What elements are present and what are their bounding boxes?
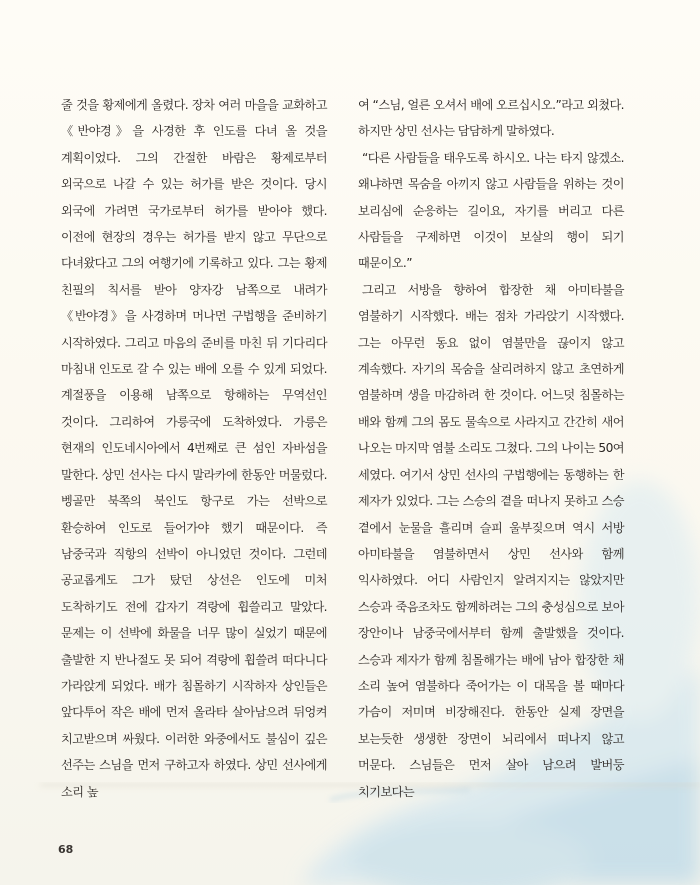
quote-paragraph: “다른 사람들을 태우도록 하시오. 나는 타지 않겠소. 왜냐하면 목숨을 아끼지 않고 사람들을 위하는 것이 보리심에 순응하는 길이요, 자기를 버리고 다른 사람들을 구제하면 이것이 보살의 행이 되기 때문이오.” (358, 150, 624, 271)
body-paragraph: 그리고 서방을 향하여 합장한 채 아미타불을 염불하기 시작했다. 배는 점차 가라앉기 시작했다. 그는 아무런 동요 없이 염불만을 끊이지 않고 계속했다. 자기의 목숨을 살리려하지 않고 초연하게 염불하며 생을 마감하려 한 것이다. 어느덧 침몰하는 배와 함께 그의 몸도 물속으로 사라지고 간간히 새어 나오는 마지막 염불 소리도 그쳤다. 그의 나이는 50여 세였다. 여기서 상민 선사의 구법행에는 동행하는 한 제자가 있었다. 그는 스승의 곁을 떠나지 못하고 스승 곁에서 눈물을 흘리며 슬피 울부짖으며 역시 서방 아미타불을 염불하면서 상민 선사와 함께 익사하였다. 어디 사람인지 알려지지는 않았지만 스승과 죽음조차도 함께하려는 그의 충성심으로 보아 장안이나 남중국에서부터 함께 출발했을 것이다. 스승과 제자가 함께 침몰해가는 배에 남아 합장한 채 소리 높여 염불하다 죽어가는 이 대목을 볼 때마다 가슴이 저미며 비장해진다. 한동안 실제 장면을 보는듯한 생생한 장면이 뇌리에서 떠나지 않고 머문다. 스님들은 먼저 살아 남으려 발버둥 치기보다는 (358, 282, 624, 799)
body-paragraph: 줄 것을 황제에게 올렸다. 장차 여러 마을을 교화하고 《반야경》을 사경한 후 인도를 다녀 올 것을 계획이었다. 그의 간절한 바람은 황제로부터 외국으로 나갈 수 있는 허가를 받은 것이다. 당시 외국에 가려면 국가로부터 허가를 받아야 했다. 이전에 현장의 경우는 허가를 받지 않고 무단으로 다녀왔다고 그의 여행기에 기록하고 있다. 그는 황제 친필의 칙서를 받아 양자강 남쪽으로 내려가 《반야경》을 사경하며 머나먼 구법행을 준비하기 시작하였다. 그리고 마음의 준비를 마친 뒤 기다리다 마침내 인도로 갈 수 있는 배에 오를 수 있게 되었다. 계절풍을 이용해 남쪽으로 항해하는 무역선인 것이다. 그리하여 가릉국에 도착하였다. 가릉은 현재의 인도네시아에서 4번째로 큰 섬인 자바섬을 말한다. 상민 선사는 다시 말라카에 한동안 머물렀다. 벵골만 북쪽의 북인도 항구로 가는 선박으로 환승하여 인도로 들어가야 했기 때문이다. 즉 남중국과 직항의 선박이 아니었던 것이다. 그런데 공교롭게도 그가 탔던 상선은 인도에 미처 도착하기도 전에 갑자기 격랑에 휩쓸리고 말았다. 문제는 이 선박에 화물을 너무 많이 실었기 때문에 출발한 지 반나절도 못 되어 격랑에 휩쓸려 떠다니다 가라앉게 되었다. 배가 침몰하기 시작하자 상인들은 앞다투어 작은 배에 먼저 올라타 살아남으려 뒤엉켜 치고받으며 싸웠다. 이러한 와중에서도 불심이 깊은 선주는 스님을 먼저 구하고자 하였다. 상민 선사에게 소리 높 (61, 98, 327, 799)
left-text-column (61, 92, 327, 805)
body-paragraph: 여 “스님, 얼른 오셔서 배에 오르십시오.”라고 외쳤다. 하지만 상민 선사는 담담하게 말하였다. (358, 98, 624, 139)
right-text-column (358, 92, 624, 805)
page-number: 68 (58, 843, 74, 856)
